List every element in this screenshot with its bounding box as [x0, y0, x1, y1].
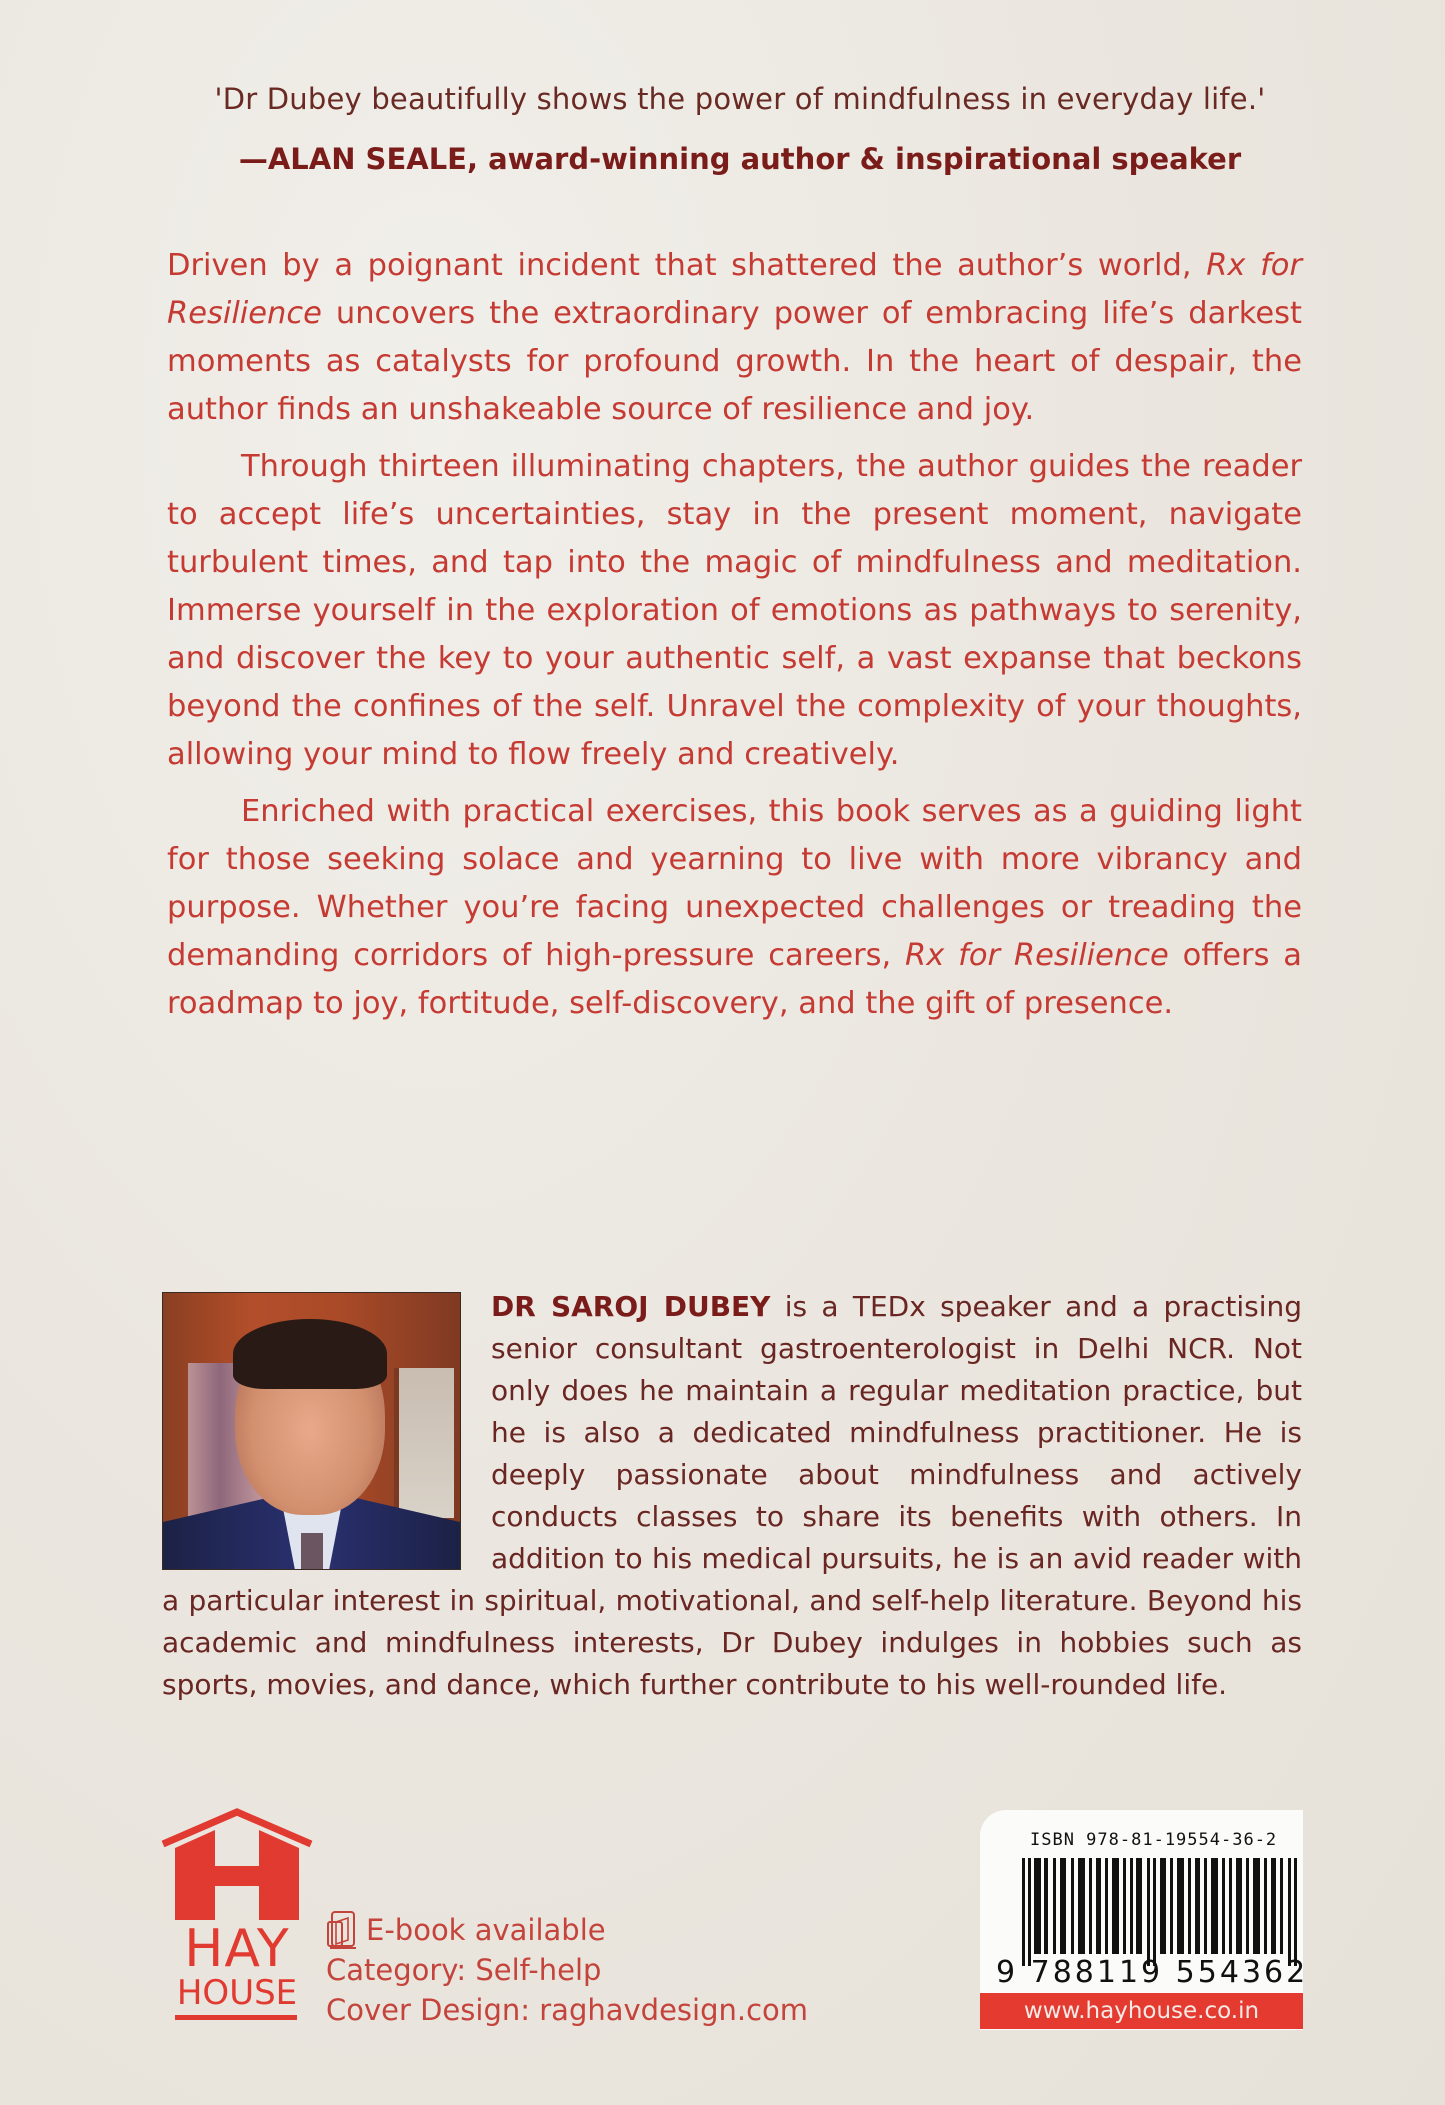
blurb-text: Enriched with practical exercises, this book serves as a guiding light for those seeking solace and yearning to live with more vibrancy and purpose. Whether you’re facing unexpected challenges or treading the demanding corridors of high-pressure careers,	[167, 794, 1302, 973]
blurb-paragraph-1	[167, 242, 1302, 434]
book-blurb	[167, 242, 1302, 1028]
author-bio	[162, 1286, 1302, 1706]
logo-hay-text: HAY	[184, 1919, 290, 1979]
isbn-digits: 9 788119 554362	[996, 1955, 1309, 1990]
blurb-text: Driven by a poignant incident that shattered the author’s world,	[167, 248, 1207, 283]
category-text: Category: Self-help	[326, 1953, 602, 1987]
publication-info	[326, 1910, 808, 2030]
blurb-paragraph-2: Through thirteen illuminating chapters, the author guides the reader to accept life’s uncertainties, stay in the present moment, navigate turbulent times, and tap into the magic of mindfulness and meditation. Immerse yourself in the exploration of emotions as pathways to serenity, and discover the key to your authentic self, a vast expanse that beckons beyond the confines of the self. Unravel the complexity of your thoughts, allowing your mind to flow freely and creatively.	[167, 449, 1302, 772]
author-name: DR SAROJ DUBEY	[491, 1290, 771, 1323]
endorsement-quote: 'Dr Dubey beautifully shows the power of mindfulness in everyday life.'	[214, 82, 1266, 116]
blurb-text: uncovers the extraordinary power of embracing life’s darkest moments as catalysts for profound growth. In the heart of despair, the author finds an unshakeable source of resilience and joy.	[167, 296, 1302, 427]
cover-design-credit: Cover Design: raghavdesign.com	[326, 1993, 809, 2027]
house-icon	[157, 1808, 317, 1923]
ebook-available-text: E-book available	[366, 1913, 606, 1947]
author-bio-text: is a TEDx speaker and a practising senior consultant gastroenterologist in Delhi NCR. Not only does he maintain a regular meditation practice, but he is also a dedicated mindfulness practitioner. He is deeply passionate about mindfulness and actively conducts classes to share its benefits with others. In addition to his medical pursuits, he is an avid reader with a particular interest in spiritual, motivational, and self-help literature. Beyond his academic and mindfulness interests, Dr Dubey indulges in hobbies such as sports, movies, and dance, which further contribute to his well-rounded life.	[162, 1290, 1302, 1701]
isbn-label: ISBN 978-81-19554-36-2	[1030, 1830, 1278, 1850]
book-title-italic: Rx for Resilience	[905, 938, 1169, 973]
book-title-italic: Rx for Resilience	[167, 248, 1303, 331]
hay-house-logo	[157, 1808, 317, 2023]
barcode-icon	[1022, 1858, 1297, 1966]
blurb-text: offers a roadmap to joy, fortitude, self-discovery, and the gift of presence.	[167, 938, 1302, 1021]
logo-house-text: HOUSE	[176, 1973, 298, 2013]
blurb-paragraph-3	[167, 788, 1302, 1028]
endorsement-attribution: —ALAN SEALE, award-winning author & inspirational speaker	[238, 142, 1242, 176]
logo-underline	[175, 2015, 297, 2020]
publisher-website[interactable]: www.hayhouse.co.in	[980, 1993, 1303, 2029]
ebook-row	[326, 1910, 808, 1950]
ebook-device-icon	[326, 1910, 362, 1950]
author-photo	[162, 1292, 461, 1570]
isbn-barcode-panel	[980, 1810, 1309, 2030]
